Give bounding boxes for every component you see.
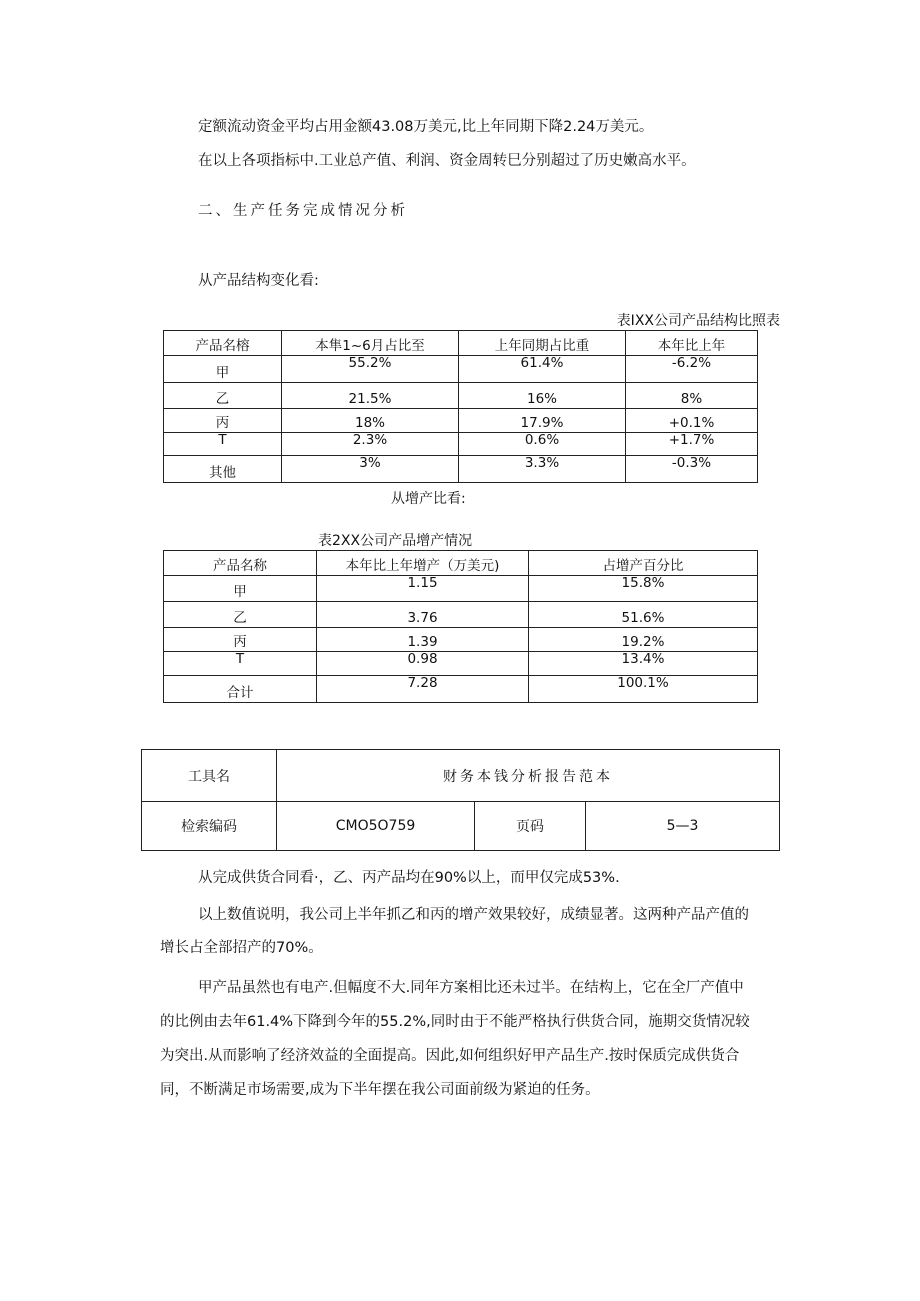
table2-cell: 19.2%	[529, 628, 758, 652]
table2-header-cell: 占增产百分比	[529, 551, 758, 576]
table2-header-cell: 本年比上年增产（万美元)	[317, 551, 529, 576]
table-row	[164, 602, 758, 628]
section-heading: 二、生产任务完成情况分析	[198, 203, 408, 219]
table1-cell: 其他	[164, 456, 282, 483]
table2-cell: 0.98	[317, 652, 529, 676]
table1-cell: 8%	[626, 383, 758, 409]
growth-intro: 从增产比看:	[391, 491, 466, 507]
tool-name-value: 财务本钱分析报告范本	[277, 750, 780, 802]
table2-cell: 51.6%	[529, 602, 758, 628]
table1-cell: 0.6%	[459, 433, 626, 456]
table-row	[164, 628, 758, 652]
table1-cell: +0.1%	[626, 409, 758, 433]
table1-header-cell: 上年同期占比重	[459, 331, 626, 356]
body-paragraph-2-line-2: 增长占全部招产的70%。	[160, 940, 323, 956]
document-info-box	[141, 749, 780, 851]
page-number-value: 5—3	[586, 802, 780, 851]
table2-caption: 表2XX公司产品增产情况	[318, 533, 473, 549]
table-row	[164, 383, 758, 409]
table-row	[164, 576, 758, 602]
table2-cell: 1.15	[317, 576, 529, 602]
product-growth-table	[163, 550, 758, 703]
table2-cell: 1.39	[317, 628, 529, 652]
table1-cell: 18%	[282, 409, 459, 433]
structure-intro: 从产品结构变化看:	[198, 273, 319, 289]
table1-cell: 丙	[164, 409, 282, 433]
table-header-row	[164, 331, 758, 356]
table1-header-cell: 产品名榕	[164, 331, 282, 356]
body-paragraph-2-line-1: 以上数值说明，我公司上半年抓乙和丙的增产效果较好，成绩显著。这两种产品产值的	[198, 907, 749, 923]
table1-cell: 2.3%	[282, 433, 459, 456]
table1-cell: +1.7%	[626, 433, 758, 456]
table2-cell: 丙	[164, 628, 317, 652]
search-code-label: 检索编码	[142, 802, 277, 851]
table2-cell: 合计	[164, 676, 317, 703]
table1-cell: 17.9%	[459, 409, 626, 433]
body-paragraph-3-line-1: 甲产品虽然也有电产.但幅度不大.同年方案相比还未过半。在结构上，它在全厂产值中	[198, 980, 744, 996]
table1-header-cell: 本隼1~6月占比至	[282, 331, 459, 356]
table1-cell: 甲	[164, 356, 282, 383]
table-row	[164, 652, 758, 676]
body-paragraph-3-line-4: 同，不断满足市场需要,成为下半年摆在我公司面前级为紧迫的任务。	[160, 1082, 600, 1098]
tool-name-label: 工具名	[142, 750, 277, 802]
table2-cell: 15.8%	[529, 576, 758, 602]
table1-cell: 61.4%	[459, 356, 626, 383]
table2-cell: 7.28	[317, 676, 529, 703]
table1-cell: 3.3%	[459, 456, 626, 483]
table-row	[164, 456, 758, 483]
table-row	[164, 356, 758, 383]
table2-cell: 3.76	[317, 602, 529, 628]
table2-cell: T	[164, 652, 317, 676]
table2-cell: 甲	[164, 576, 317, 602]
body-paragraph-3-line-3: 为突出.从而影响了经济效益的全面提高。因此,如何组织好甲产品生产.按时保质完成供货合	[160, 1048, 740, 1064]
body-paragraph-3-line-2: 的比例由去年61.4%下降到今年的55.2%,同时由于不能严格执行供货合同，施期交货情况较	[160, 1014, 750, 1030]
table-header-row	[164, 551, 758, 576]
table1-cell: 乙	[164, 383, 282, 409]
table-row	[164, 676, 758, 703]
table1-cell: 3%	[282, 456, 459, 483]
table1-cell: -0.3%	[626, 456, 758, 483]
table1-cell: 16%	[459, 383, 626, 409]
page-number-label: 页码	[475, 802, 586, 851]
product-structure-table	[163, 330, 758, 483]
search-code-value: CMO5O759	[277, 802, 475, 851]
intro-line-2: 在以上各项指标中.工业总产值、利润、资金周转巳分别超过了历史嫩高水平。	[198, 153, 696, 169]
table2-cell: 13.4%	[529, 652, 758, 676]
table1-cell: T	[164, 433, 282, 456]
table1-caption: 表IXX公司产品结构比照表	[616, 313, 780, 329]
table1-cell: -6.2%	[626, 356, 758, 383]
table2-cell: 100.1%	[529, 676, 758, 703]
table1-header-cell: 本年比上年	[626, 331, 758, 356]
table1-cell: 21.5%	[282, 383, 459, 409]
table1-cell: 55.2%	[282, 356, 459, 383]
table-row	[164, 409, 758, 433]
table2-cell: 乙	[164, 602, 317, 628]
table-row	[164, 433, 758, 456]
body-paragraph-1: 从完成供货合同看·，乙、丙产品均在90%以上，而甲仅完成53%.	[198, 870, 620, 886]
table2-header-cell: 产品名称	[164, 551, 317, 576]
intro-line-1: 定额流动资金平均占用金额43.08万美元,比上年同期下降2.24万美元。	[198, 119, 654, 135]
